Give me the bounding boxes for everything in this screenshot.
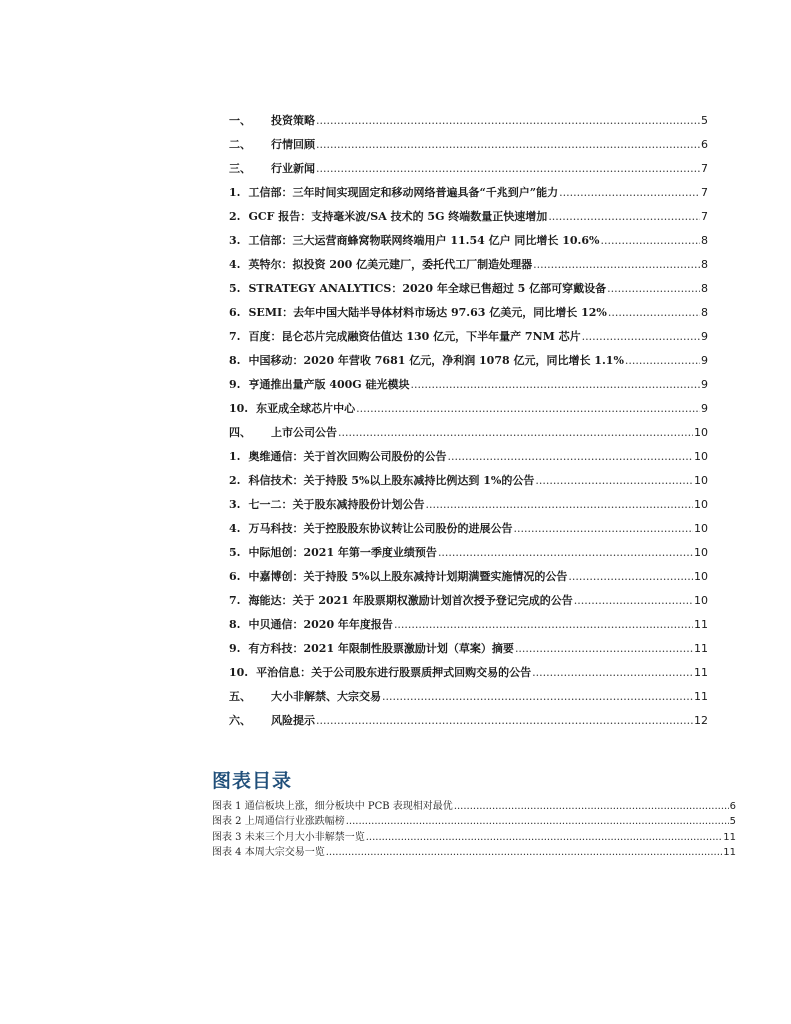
toc-entry-number: 4. <box>229 522 241 535</box>
toc-dot-leader <box>568 570 693 584</box>
toc-entry-number: 5. <box>229 282 241 295</box>
toc-entry-number: 五、 <box>229 690 251 703</box>
toc-entry[interactable] <box>229 416 708 440</box>
toc-dot-leader <box>601 234 701 248</box>
toc-entry[interactable] <box>229 464 708 488</box>
toc-entry[interactable] <box>229 656 708 680</box>
toc-entry-title: 有方科技：2021 年限制性股票激励计划（草案）摘要 <box>248 642 514 655</box>
toc-entry-page: 7 <box>701 210 708 223</box>
toc-entry[interactable] <box>229 344 708 368</box>
toc-entry-number: 6. <box>229 570 241 583</box>
toc-entry[interactable] <box>229 584 708 608</box>
toc-entry-number: 9. <box>229 642 241 655</box>
toc-entry-number: 10. <box>229 666 249 679</box>
toc-entry-title: 海能达：关于 2021 年股票期权激励计划首次授予登记完成的公告 <box>248 594 573 607</box>
toc-entry-number: 2. <box>229 210 241 223</box>
toc-entry-number: 7. <box>229 594 241 607</box>
toc-entry-title: STRATEGY ANALYTICS：2020 年全球已售超过 5 亿部可穿戴设备 <box>248 282 607 295</box>
toc-entry-title: 中国移动：2020 年营收 7681 亿元，净利润 1078 亿元，同比增长 1.1% <box>248 354 624 367</box>
toc-entry-number: 一、 <box>229 114 251 127</box>
toc-entry[interactable] <box>229 632 708 656</box>
toc-dot-leader <box>559 186 700 200</box>
toc-dot-leader <box>548 210 700 224</box>
toc-entry-page: 7 <box>701 186 708 199</box>
figure-entry[interactable] <box>212 813 736 829</box>
toc-entry[interactable] <box>229 296 708 320</box>
toc-entry[interactable] <box>229 152 708 176</box>
toc-entry-number: 4. <box>229 258 241 271</box>
toc-entry-page: 8 <box>701 234 708 247</box>
figure-entry-page: 6 <box>729 800 736 812</box>
toc-entry-number: 1. <box>229 450 241 463</box>
toc-entry-page: 8 <box>701 258 708 271</box>
toc-entry-page: 9 <box>701 378 708 391</box>
toc-entry-page: 8 <box>701 306 708 319</box>
toc-entry-number: 8. <box>229 354 241 367</box>
toc-entry-title: 科信技术：关于持股 5%以上股东减持比例达到 1%的公告 <box>248 474 535 487</box>
figure-dot-leader <box>346 815 729 828</box>
toc-entry-page: 11 <box>694 618 708 631</box>
toc-entry-number: 3. <box>229 498 241 511</box>
toc-dot-leader <box>316 162 700 176</box>
figure-entry-title: 图表 3 未来三个月大小非解禁一览 <box>212 831 365 843</box>
toc-entry-number: 三、 <box>229 162 251 175</box>
figures-list <box>212 797 736 859</box>
toc-dot-leader <box>574 594 693 608</box>
toc-dot-leader <box>535 474 693 488</box>
toc-entry-number: 9. <box>229 378 241 391</box>
toc-entry-page: 6 <box>701 138 708 151</box>
toc-entry-page: 10 <box>694 522 708 535</box>
toc-entry-number: 6. <box>229 306 241 319</box>
toc-dot-leader <box>338 426 693 440</box>
toc-entry-title: 平治信息：关于公司股东进行股票质押式回购交易的公告 <box>256 666 532 679</box>
toc-dot-leader <box>447 450 693 464</box>
toc-entry-page: 10 <box>694 498 708 511</box>
toc-entry[interactable] <box>229 704 708 728</box>
toc-entry-title: 上市公司公告 <box>271 426 337 439</box>
toc-entry[interactable] <box>229 392 708 416</box>
toc-entry[interactable] <box>229 608 708 632</box>
toc-entry-title: 行情回顾 <box>271 138 315 151</box>
toc-dot-leader <box>425 498 693 512</box>
toc-dot-leader <box>515 642 693 656</box>
toc-entry[interactable] <box>229 248 708 272</box>
toc-dot-leader <box>316 138 700 152</box>
toc-entry-title: 中嘉博创：关于持股 5%以上股东减持计划期满暨实施情况的公告 <box>248 570 568 583</box>
toc-entry-title: SEMI：去年中国大陆半导体材料市场达 97.63 亿美元，同比增长 12% <box>248 306 607 319</box>
figure-entry-title: 图表 2 上周通信行业涨跌幅榜 <box>212 816 345 827</box>
toc-entry-page: 5 <box>701 114 708 127</box>
figure-entry[interactable] <box>212 797 736 813</box>
toc-entry[interactable] <box>229 200 708 224</box>
toc-entry-number: 1. <box>229 186 241 199</box>
toc-entry-page: 10 <box>694 426 708 439</box>
toc-entry-title: 工信部：三大运营商蜂窝物联网终端用户 11.54 亿户 同比增长 10.6% <box>248 234 600 247</box>
toc-dot-leader <box>382 690 693 704</box>
toc-dot-leader <box>582 330 700 344</box>
toc-entry-number: 2. <box>229 474 241 487</box>
figure-entry[interactable] <box>212 828 736 844</box>
toc-entry-title: 中际旭创：2021 年第一季度业绩预告 <box>248 546 437 559</box>
toc-entry-title: 工信部：三年时间实现固定和移动网络普遍具备“千兆到户”能力 <box>248 186 559 199</box>
toc-entry-number: 8. <box>229 618 241 631</box>
figure-dot-leader <box>326 846 723 859</box>
toc-entry-title: 百度：昆仑芯片完成融资估值达 130 亿元，下半年量产 7NM 芯片 <box>248 330 581 343</box>
toc-entry[interactable] <box>229 488 708 512</box>
toc-dot-leader <box>394 618 693 632</box>
toc-dot-leader <box>411 378 701 392</box>
toc-dot-leader <box>533 258 700 272</box>
toc-dot-leader <box>316 114 700 128</box>
toc-entry[interactable] <box>229 440 708 464</box>
table-of-contents <box>229 104 708 728</box>
toc-entry[interactable] <box>229 512 708 536</box>
toc-entry-title: 英特尔：拟投资 200 亿美元建厂，委托代工厂制造处理器 <box>248 258 533 271</box>
figure-entry[interactable] <box>212 844 736 860</box>
toc-entry[interactable] <box>229 320 708 344</box>
toc-entry-title: 万马科技：关于控股股东协议转让公司股份的进展公告 <box>248 522 513 535</box>
toc-dot-leader <box>607 282 700 296</box>
figure-dot-leader <box>454 800 729 813</box>
toc-entry-page: 10 <box>694 474 708 487</box>
figure-entry-title: 图表 1 通信板块上涨，细分板块中 PCB 表现相对最优 <box>212 800 453 812</box>
figure-entry-page: 5 <box>729 816 736 827</box>
toc-entry[interactable] <box>229 560 708 584</box>
toc-entry-title: 风险提示 <box>271 714 315 727</box>
toc-entry-page: 9 <box>701 402 708 415</box>
toc-entry-page: 11 <box>694 666 708 679</box>
toc-entry-number: 5. <box>229 546 241 559</box>
toc-entry[interactable] <box>229 272 708 296</box>
toc-entry-page: 10 <box>694 546 708 559</box>
toc-entry-title: 大小非解禁、大宗交易 <box>271 690 381 703</box>
toc-entry[interactable] <box>229 104 708 128</box>
toc-entry[interactable] <box>229 224 708 248</box>
toc-dot-leader <box>608 306 700 320</box>
toc-entry-number: 六、 <box>229 714 251 727</box>
toc-entry-title: 奥维通信：关于首次回购公司股份的公告 <box>248 450 447 463</box>
toc-dot-leader <box>316 714 693 728</box>
toc-entry-page: 9 <box>701 354 708 367</box>
toc-dot-leader <box>513 522 693 536</box>
toc-entry-number: 四、 <box>229 426 251 439</box>
toc-entry-page: 9 <box>701 330 708 343</box>
toc-entry-number: 二、 <box>229 138 251 151</box>
toc-entry-page: 7 <box>701 162 708 175</box>
figure-dot-leader <box>366 831 723 844</box>
toc-entry[interactable] <box>229 680 708 704</box>
figure-entry-title: 图表 4 本周大宗交易一览 <box>212 847 325 858</box>
toc-entry[interactable] <box>229 368 708 392</box>
toc-entry-number: 3. <box>229 234 241 247</box>
toc-dot-leader <box>356 402 700 416</box>
toc-entry-title: 中贝通信：2020 年年度报告 <box>248 618 393 631</box>
toc-entry-page: 11 <box>694 642 708 655</box>
toc-entry-title: 行业新闻 <box>271 162 315 175</box>
toc-entry-page: 8 <box>701 282 708 295</box>
toc-entry-title: 亨通推出量产版 400G 硅光模块 <box>248 378 410 391</box>
toc-entry-page: 11 <box>694 690 708 703</box>
toc-entry-number: 7. <box>229 330 241 343</box>
figure-entry-page: 11 <box>723 831 736 843</box>
toc-dot-leader <box>625 354 700 368</box>
toc-entry[interactable] <box>229 128 708 152</box>
toc-entry-title: 东亚成全球芯片中心 <box>256 402 356 415</box>
toc-entry-page: 10 <box>694 570 708 583</box>
toc-entry-page: 12 <box>694 714 708 727</box>
figure-entry-page: 11 <box>723 847 736 858</box>
toc-dot-leader <box>438 546 693 560</box>
toc-entry-number: 10. <box>229 402 249 415</box>
toc-entry-title: 七一二：关于股东减持股份计划公告 <box>248 498 425 511</box>
toc-entry[interactable] <box>229 536 708 560</box>
figures-heading: 图表目录 <box>212 770 293 792</box>
toc-entry-page: 10 <box>694 594 708 607</box>
toc-entry-page: 10 <box>694 450 708 463</box>
toc-entry[interactable] <box>229 176 708 200</box>
toc-entry-title: 投资策略 <box>271 114 315 127</box>
toc-dot-leader <box>532 666 693 680</box>
toc-entry-title: GCF 报告：支持毫米波/SA 技术的 5G 终端数量正快速增加 <box>248 210 548 223</box>
